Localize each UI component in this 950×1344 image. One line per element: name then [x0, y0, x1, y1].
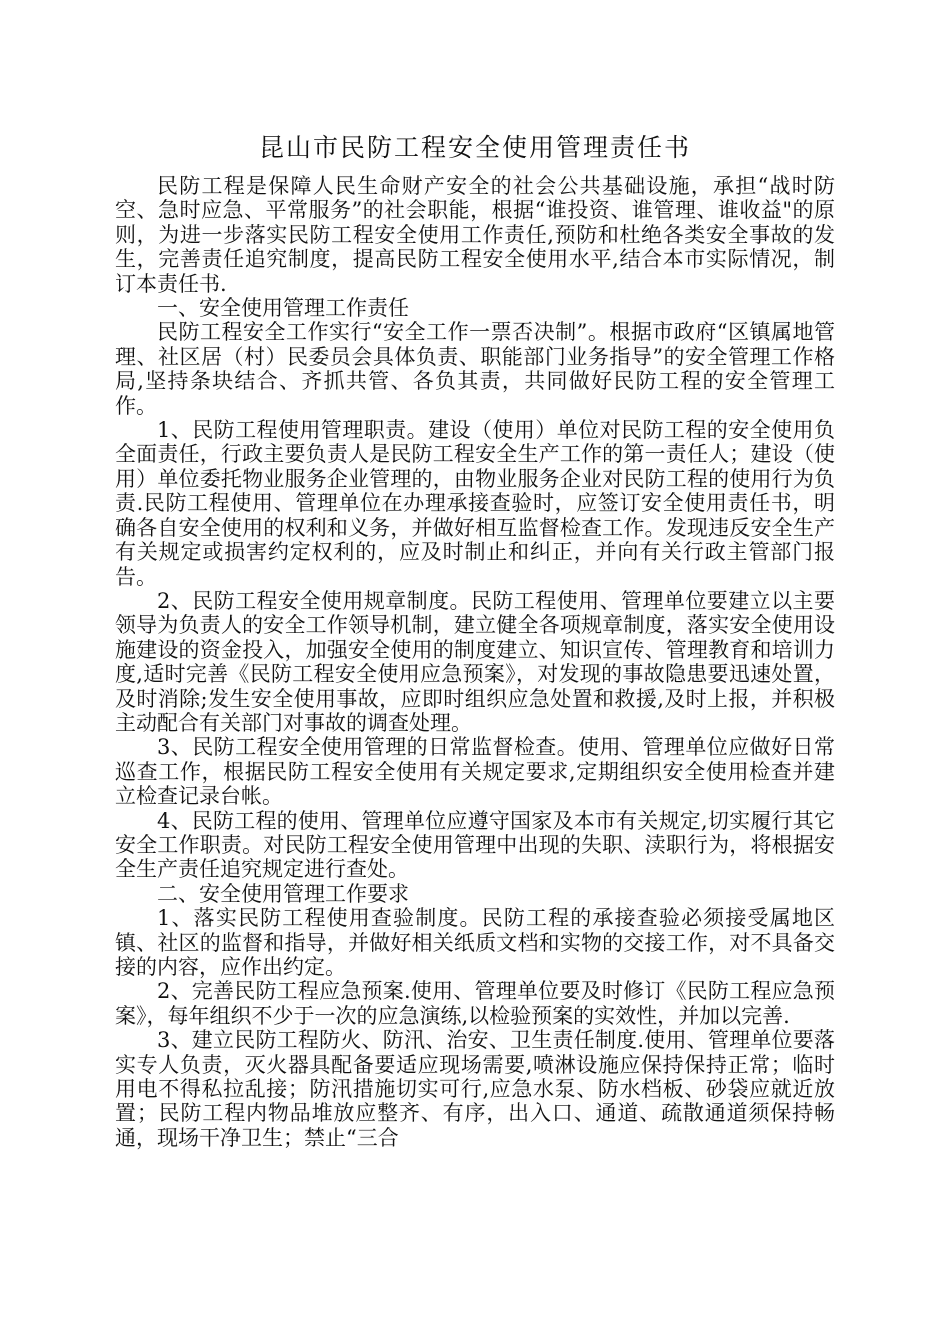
- section-heading-responsibility: 一、安全使用管理工作责任: [157, 296, 409, 321]
- requirement-item-3: 3、建立民防工程防火、防汛、治安、卫生责任制度.使用、管理单位要落实专人负责，灭火器具配备要适应现场需要,喷淋设施应保持保持正常；临时用电不得私拉乱接；防汛措施切实可行,应急水泵、防水档板、砂袋应就近放置；民防工程内物品堆放应整齐、有序，出入口、通道、疏散通道须保持畅通，现场干净卫生；禁止“三合: [115, 1028, 835, 1150]
- responsibility-overview-paragraph: 民防工程安全工作实行“安全工作一票否决制”。根据市政府“区镇属地管理、社区居（村）民委员会具体负责、职能部门业务指导”的安全管理工作格局,坚持条块结合、齐抓共管、各负其责，共同做好民防工程的安全管理工作。: [115, 320, 835, 418]
- document-page: [115, 128, 835, 1150]
- section-heading-requirements: 二、安全使用管理工作要求: [157, 881, 409, 906]
- document-body: [115, 174, 835, 1150]
- document-title: 昆山市民防工程安全使用管理责任书: [258, 133, 691, 162]
- responsibility-item-2: 2、民防工程安全使用规章制度。民防工程使用、管理单位要建立以主要领导为负责人的安全工作领导机制，建立健全各项规章制度，落实安全使用设施建设的资金投入，加强安全使用的制度建立、知识宣传、管理教育和培训力度,适时完善《民防工程安全使用应急预案》，对发现的事故隐患要迅速处置，及时消除;发生安全使用事故，应即时组织应急处置和救援,及时上报，并积极主动配合有关部门对事故的调查处理。: [115, 588, 835, 735]
- intro-paragraph: 民防工程是保障人民生命财产安全的社会公共基础设施，承担“战时防空、急时应急、平常服务”的社会职能，根据“谁投资、谁管理、谁收益"的原则，为进一步落实民防工程安全使用工作责任,预防和杜绝各类安全事故的发生，完善责任追究制度，提高民防工程安全使用水平,结合本市实际情况，制订本责任书.: [115, 174, 835, 296]
- requirement-item-1: 1、落实民防工程使用查验制度。民防工程的承接查验必须接受属地区镇、社区的监督和指导，并做好相关纸质文档和实物的交接工作，对不具备交接的内容，应作出约定。: [115, 906, 835, 979]
- responsibility-item-4: 4、民防工程的使用、管理单位应遵守国家及本市有关规定,切实履行其它安全工作职责。对民防工程安全使用管理中出现的失职、渎职行为，将根据安全生产责任追究规定进行查处。: [115, 808, 835, 882]
- responsibility-item-3: 3、民防工程安全使用管理的日常监督检查。使用、管理单位应做好日常巡查工作，根据民防工程安全使用有关规定要求,定期组织安全使用检查并建立检查记录台帐。: [115, 735, 835, 809]
- requirement-item-2: 2、完善民防工程应急预案.使用、管理单位要及时修订《民防工程应急预案》，每年组织不少于一次的应急演练,以检验预案的实效性，并加以完善.: [115, 979, 835, 1028]
- responsibility-item-1: 1、民防工程使用管理职责。建设（使用）单位对民防工程的安全使用负全面责任，行政主要负责人是民防工程安全生产工作的第一责任人；建设（使用）单位委托物业服务企业管理的，由物业服务企业对民防工程的使用行为负责.民防工程使用、管理单位在办理承接查验时，应签订安全使用责任书，明确各自安全使用的权利和义务，并做好相互监督检查工作。发现违反安全生产有关规定或损害约定权利的，应及时制止和纠正，并向有关行政主管部门报告。: [115, 418, 835, 589]
